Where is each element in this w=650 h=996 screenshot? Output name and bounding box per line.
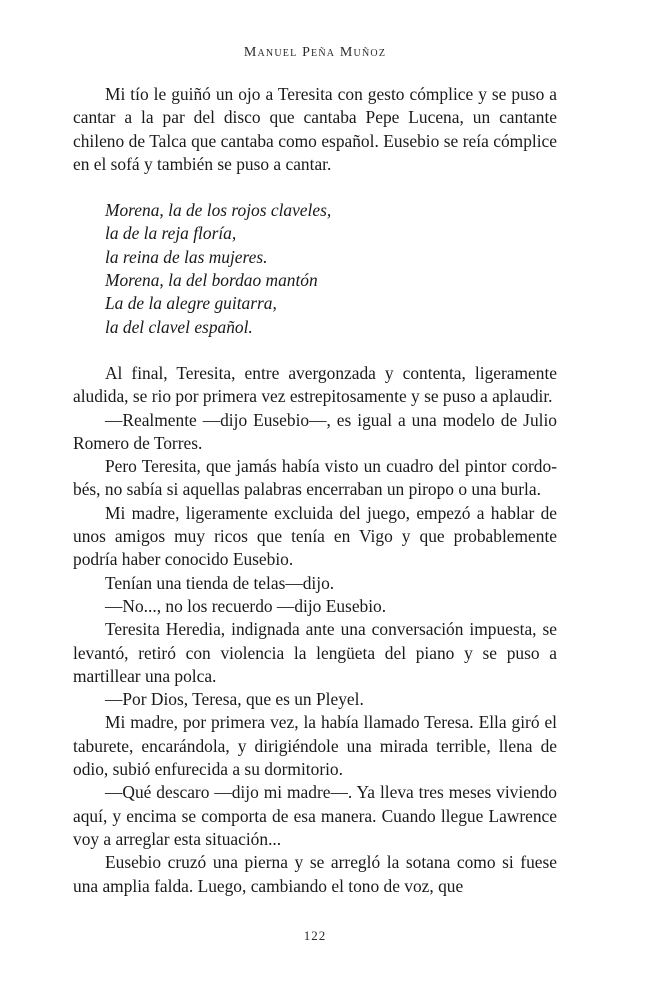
verse-line: La de la alegre guitarra, xyxy=(105,293,277,314)
verse-line: la de la reja floría, xyxy=(105,223,237,244)
paragraph: Mi tío le guiñó un ojo a Teresita con gesto cómplice y se puso a cantar a la par del disco que cantaba Pepe Lucena, un cantante chileno de Talca que cantaba como español. Eusebio se reía cómplice en el sofá y también se puso a cantar. xyxy=(73,84,557,174)
book-page xyxy=(73,0,557,996)
verse-block xyxy=(105,199,557,339)
verse-line: la del clavel español. xyxy=(105,316,253,337)
paragraph: —Realmente —dijo Eusebio—, es igual a una modelo de Julio Romero de Torres. xyxy=(73,409,557,453)
running-head-author: Manuel Peña Muñoz xyxy=(243,45,387,60)
paragraph: Mi madre, por primera vez, la había llamado Teresa. Ella giró el taburete, encarándola, y dirigiéndole una mirada terrible, llena de odio, subió enfurecida a su dormitorio. xyxy=(73,712,557,780)
paragraph: Eusebio cruzó una pierna y se arregló la sotana como si fuese una amplia falda. Luego, cambiando el tono de voz, que xyxy=(73,852,557,896)
paragraph: —Por Dios, Teresa, que es un Pleyel. xyxy=(105,689,364,710)
paragraph: Tenían una tienda de telas—dijo. xyxy=(105,572,335,593)
paragraph: Pero Teresita, que jamás había visto un cuadro del pintor cordobés, no sabía si aquellas palabras encerraban un piropo o una burla. xyxy=(73,456,557,500)
verse-line: la reina de las mujeres. xyxy=(105,246,268,267)
paragraph: —Qué descaro —dijo mi madre—. Ya lleva tres meses viviendo aquí, y encima se comporta de esa manera. Cuando llegue Lawrence voy a arreglar esta situación... xyxy=(73,782,557,849)
paragraph: —No..., no los recuerdo —dijo Eusebio. xyxy=(105,595,387,616)
body-text xyxy=(73,83,557,898)
verse-line: Morena, la de los rojos claveles, xyxy=(105,200,332,221)
verse-line: Morena, la del bordao mantón xyxy=(105,270,318,291)
paragraph: Mi madre, ligeramente excluida del juego, empezó a hablar de unos amigos muy ricos que tenía en Vigo y que probablemente podría haber conocido Eusebio. xyxy=(73,502,557,570)
paragraph: Teresita Heredia, indignada ante una conversación impuesta, se levantó, retiró con violencia la lengüeta del piano y se puso a martillear una polca. xyxy=(73,619,557,686)
paragraph: Al final, Teresita, entre avergonzada y contenta, ligeramente aludida, se rio por primera vez estrepitosamente y se puso a aplaudir. xyxy=(73,362,557,407)
page-number: 122 xyxy=(303,928,327,943)
